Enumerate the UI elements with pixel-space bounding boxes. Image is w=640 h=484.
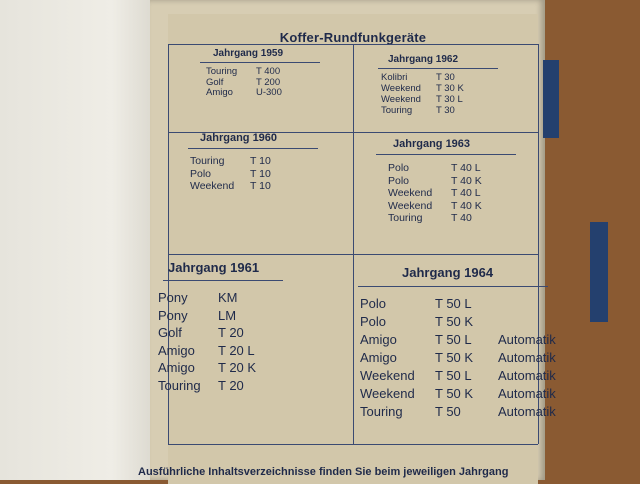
model-code: T 10 [250,180,271,192]
model-suffix: Automatik [498,350,556,365]
model-name: Weekend [381,94,421,105]
model-code: T 40 K [451,174,482,187]
model-name: Weekend [388,187,433,199]
heading-1963: Jahrgang 1963 [393,138,471,150]
model-suffix: Automatik [498,368,556,383]
heading-1960: Jahrgang 1960 [200,132,278,144]
model-code: T 400 [256,66,281,77]
heading-1961: Jahrgang 1961 [168,260,260,275]
model-name: Weekend [388,199,433,212]
column-divider [353,44,354,444]
model-code: T 30 [436,72,455,83]
model-name: Pony [158,307,188,323]
model-name: Polo [190,167,212,180]
model-code: T 50 K [435,386,474,401]
model-name: Touring [190,155,225,167]
model-name: Pony [158,290,188,305]
index-tab-lower[interactable] [590,222,608,322]
rule-bottom [168,444,538,445]
model-name: Weekend [381,83,421,94]
footer-note: Ausführliche Inhaltsverzeichnisse finden Sie beim jeweiligen Jahrgang [138,466,509,478]
model-code: T 50 K [435,350,474,365]
model-code: T 20 [218,377,244,393]
model-code: KM [218,290,238,305]
rule-right [538,44,539,444]
model-name: Touring [360,404,403,419]
model-code: T 30 K [436,83,464,94]
model-code: T 50 L [435,332,472,347]
model-code: U-300 [256,87,282,98]
page-title: Koffer-Rundfunkgeräte [279,30,427,45]
model-code: T 10 [250,155,271,167]
model-name: Touring [381,105,413,116]
heading-1964: Jahrgang 1964 [402,265,494,280]
underline-1959 [200,62,320,63]
heading-1959: Jahrgang 1959 [213,48,284,59]
model-code: T 30 [436,105,455,116]
underline-1964 [358,286,548,287]
underline-1963 [376,154,516,155]
model-name: Amigo [158,360,195,375]
model-code: T 40 [451,212,472,224]
model-code: T 200 [256,76,281,88]
model-suffix: Automatik [498,332,556,347]
model-name: Touring [388,212,423,224]
model-code: T 40 L [451,162,481,174]
model-suffix: Automatik [498,386,556,401]
model-name: Kolibri [381,72,408,83]
model-code: T 40 L [451,187,481,199]
model-name: Amigo [360,332,397,347]
model-name: Golf [206,76,224,88]
underline-1961 [163,280,283,281]
heading-1962: Jahrgang 1962 [388,54,459,65]
model-suffix: Automatik [498,404,556,419]
model-code: T 30 L [436,94,463,105]
model-name: Golf [158,325,182,340]
model-code: T 50 [435,404,461,419]
model-name: Weekend [190,180,235,192]
model-name: Amigo [206,87,233,98]
model-code: T 50 K [435,314,474,329]
underline-1962 [378,68,498,69]
model-name: Polo [360,296,387,311]
underline-1960 [188,148,318,149]
model-name: Polo [388,162,410,174]
catalog-card [158,14,556,484]
index-tab-upper[interactable] [543,60,559,138]
model-code: T 40 K [451,199,482,212]
left-book-page [0,0,160,480]
model-name: Amigo [360,350,397,365]
model-code: T 50 L [435,296,472,311]
model-name: Touring [158,377,201,393]
model-name: Amigo [158,342,195,358]
model-name: Polo [360,314,387,329]
model-name: Polo [388,174,410,187]
model-name: Weekend [360,368,415,383]
model-code: LM [218,307,237,323]
model-code: T 10 [250,167,271,180]
model-name: Touring [206,66,238,77]
model-code: T 20 K [218,360,257,375]
model-code: T 20 L [218,342,255,358]
model-code: T 50 L [435,368,472,383]
model-name: Weekend [360,386,415,401]
model-code: T 20 [218,325,244,340]
